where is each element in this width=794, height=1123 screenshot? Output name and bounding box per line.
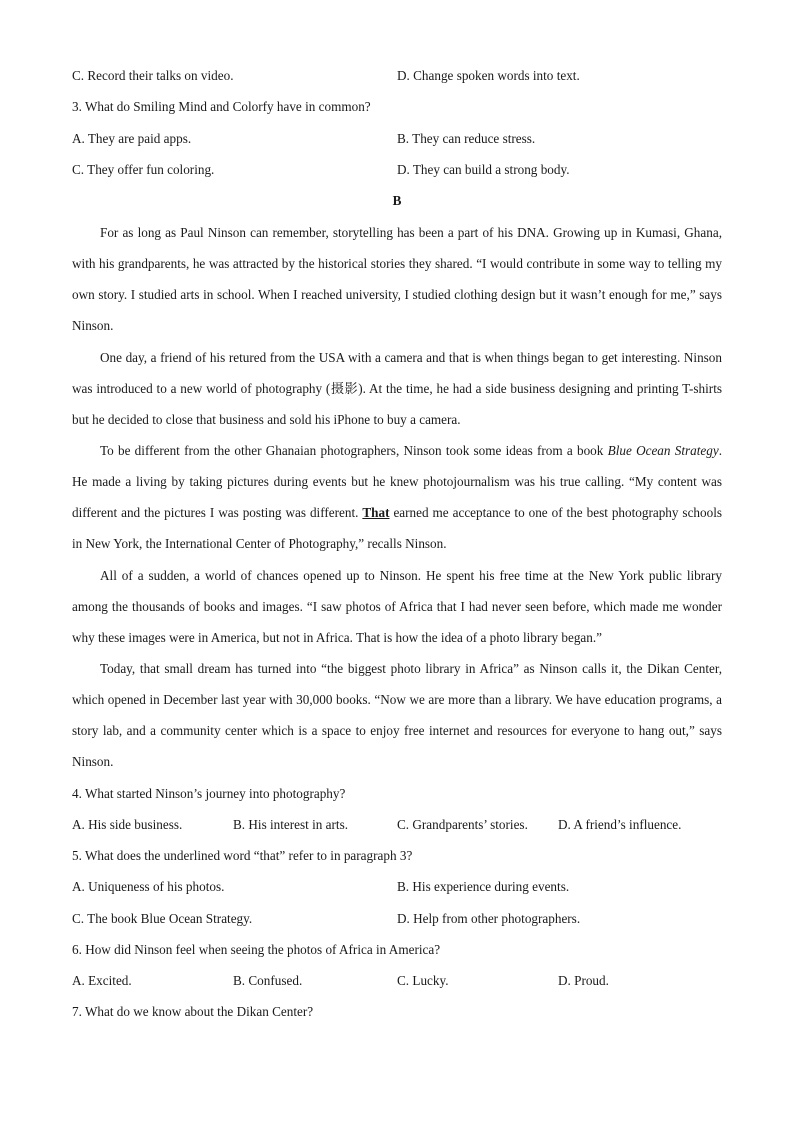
q5-option-b: B. His experience during events. [397,879,570,894]
q2-option-d: D. Change spoken words into text. [397,68,580,83]
q5-option-c: C. The book Blue Ocean Strategy. [72,911,253,926]
q2-option-c: C. Record their talks on video. [72,68,234,83]
q3-question: 3. What do Smiling Mind and Colorfy have in common? [72,99,371,114]
q4-option-c: C. Grandparents’ stories. [397,817,528,832]
passage-paragraph-1: For as long as Paul Ninson can remember, storytelling has been a part of his DNA. Growing up in Kumasi, Ghana, with his grandparents, he was attracted by the historical stories they shared. “I would contribute in some way to telling my own story. I studied arts in school. When I reached university, I studied clothing design but it wasn’t enough for me,” says Ninson. [72,225,722,334]
passage-paragraph-4: All of a sudden, a world of chances opened up to Ninson. He spent his free time at the New York public library among the thousands of books and images. “I saw photos of Africa that I had never seen before, which made me wonder why these images were in America, but not in Africa. That is how the idea of a photo library began.” [72,568,722,646]
p3-text-c: earned me acceptance to one of the best photography schools in New York, the International Center of Photography,” recalls Ninson. [72,505,722,552]
q4-option-b: B. His interest in arts. [233,817,349,832]
q4-option-d: D. A friend’s influence. [558,817,682,832]
section-b-heading: B [392,193,402,208]
underlined-word-that: That [362,505,390,521]
passage-paragraph-5: Today, that small dream has turned into “the biggest photo library in Africa” as Ninson calls it, the Dikan Center, which opened in December last year with 30,000 books. “Now we are more than a library. We have education programs, a story lab, and a community center which is a space to enjoy free internet and resources for everyone to hang out,” says Ninson. [72,661,722,770]
q3-option-b: B. They can reduce stress. [397,131,536,146]
q3-option-c: C. They offer fun coloring. [72,162,215,177]
q6-option-c: C. Lucky. [397,973,449,988]
p3-book-title: Blue Ocean Strategy [607,443,719,458]
q3-option-d: D. They can build a strong body. [397,162,570,177]
p3-text-a: To be different from the other Ghanaian photographers, Ninson took some ideas from a book [100,443,608,458]
q5-option-d: D. Help from other photographers. [397,911,581,926]
q4-option-a: A. His side business. [72,817,183,832]
passage-paragraph-2: One day, a friend of his retured from the USA with a camera and that is when things began to get interesting. Ninson was introduced to a new world of photography (摄影). At the time, he had a side business designing and printing T-shirts but he decided to close that business and sold his iPhone to buy a camera. [72,350,722,428]
q3-option-a: A. They are paid apps. [72,131,192,146]
q6-option-b: B. Confused. [233,973,303,988]
q6-option-d: D. Proud. [558,973,609,988]
q4-question: 4. What started Ninson’s journey into photography? [72,786,346,801]
q6-option-a: A. Excited. [72,973,132,988]
q5-option-a: A. Uniqueness of his photos. [72,879,225,894]
q6-question: 6. How did Ninson feel when seeing the photos of Africa in America? [72,942,441,957]
p3-text-b: . He made a living by taking pictures during events but he knew photojournalism was his true calling. “My content was different and the pictures I was posting was different. [72,443,722,521]
passage-paragraph-3 [72,435,722,559]
q5-question: 5. What does the underlined word “that” refer to in paragraph 3? [72,848,413,863]
q7-question: 7. What do we know about the Dikan Center? [72,1004,314,1019]
